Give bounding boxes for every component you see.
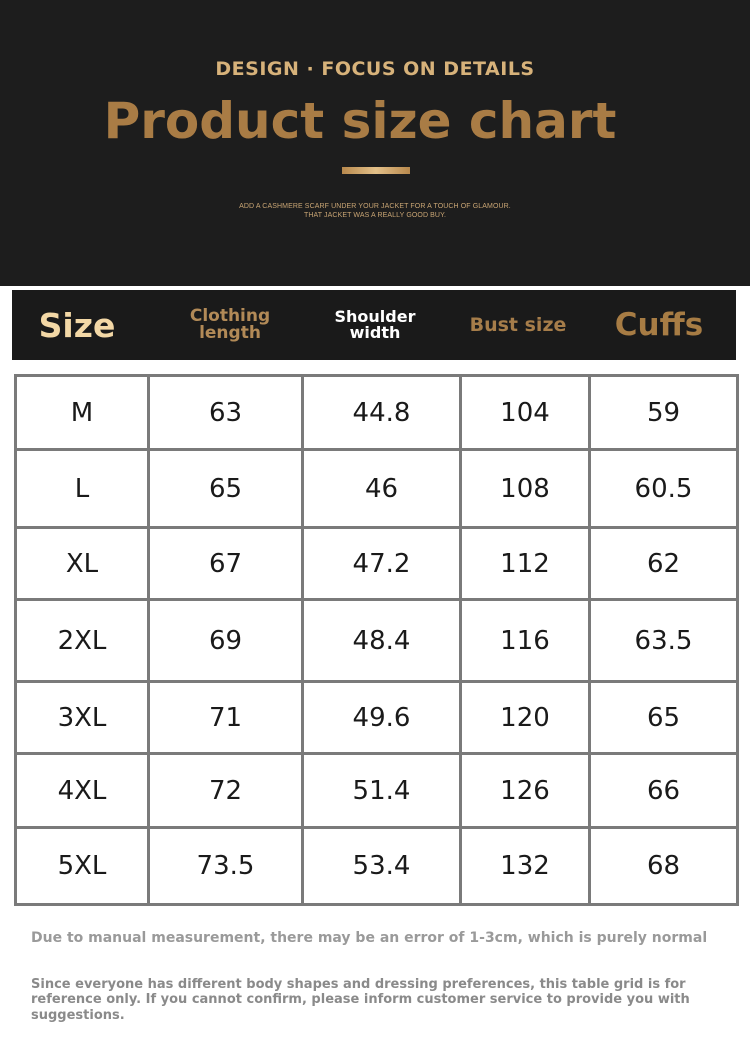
cell-bust: 108 bbox=[461, 450, 590, 528]
gold-divider bbox=[342, 167, 410, 174]
cell-length: 73.5 bbox=[149, 828, 303, 905]
cell-cuffs: 60.5 bbox=[590, 450, 738, 528]
cell-size: 2XL bbox=[16, 600, 149, 682]
size-table-header bbox=[12, 290, 736, 360]
cell-shoulder: 47.2 bbox=[303, 528, 461, 600]
banner bbox=[0, 0, 750, 286]
table-row bbox=[16, 754, 738, 828]
tagline-line-2: THAT JACKET WAS A REALLY GOOD BUY. bbox=[303, 212, 447, 219]
table-row bbox=[16, 828, 738, 905]
cell-shoulder: 46 bbox=[303, 450, 461, 528]
page-title: Product size chart bbox=[103, 92, 617, 150]
header-shoulder-width: Shoulder width bbox=[334, 307, 416, 342]
cell-size: XL bbox=[16, 528, 149, 600]
table-row bbox=[16, 528, 738, 600]
cell-size: 3XL bbox=[16, 682, 149, 754]
cell-shoulder: 53.4 bbox=[303, 828, 461, 905]
cell-cuffs: 65 bbox=[590, 682, 738, 754]
cell-length: 63 bbox=[149, 376, 303, 450]
cell-bust: 112 bbox=[461, 528, 590, 600]
cell-shoulder: 44.8 bbox=[303, 376, 461, 450]
cell-bust: 120 bbox=[461, 682, 590, 754]
header-clothing-length: Clothing length bbox=[189, 306, 271, 343]
banner-eyebrow: DESIGN · FOCUS ON DETAILS bbox=[215, 58, 535, 80]
cell-shoulder: 51.4 bbox=[303, 754, 461, 828]
header-bust-size: Bust size bbox=[469, 313, 567, 336]
cell-cuffs: 68 bbox=[590, 828, 738, 905]
measurement-note: Due to manual measurement, there may be an error of 1-3cm, which is purely normal bbox=[31, 930, 708, 946]
cell-length: 72 bbox=[149, 754, 303, 828]
cell-length: 67 bbox=[149, 528, 303, 600]
table-row bbox=[16, 376, 738, 450]
cell-shoulder: 49.6 bbox=[303, 682, 461, 754]
cell-length: 65 bbox=[149, 450, 303, 528]
cell-cuffs: 66 bbox=[590, 754, 738, 828]
cell-bust: 116 bbox=[461, 600, 590, 682]
table-row bbox=[16, 682, 738, 754]
cell-size: 5XL bbox=[16, 828, 149, 905]
cell-shoulder: 48.4 bbox=[303, 600, 461, 682]
table-row bbox=[16, 600, 738, 682]
cell-size: L bbox=[16, 450, 149, 528]
cell-size: M bbox=[16, 376, 149, 450]
header-size: Size bbox=[38, 305, 116, 345]
header-cuffs: Cuffs bbox=[614, 306, 704, 343]
cell-cuffs: 63.5 bbox=[590, 600, 738, 682]
cell-bust: 104 bbox=[461, 376, 590, 450]
size-table bbox=[14, 374, 739, 906]
cell-length: 71 bbox=[149, 682, 303, 754]
cell-size: 4XL bbox=[16, 754, 149, 828]
table-row bbox=[16, 450, 738, 528]
cell-cuffs: 59 bbox=[590, 376, 738, 450]
cell-bust: 132 bbox=[461, 828, 590, 905]
cell-cuffs: 62 bbox=[590, 528, 738, 600]
cell-bust: 126 bbox=[461, 754, 590, 828]
tagline-line-1: ADD A CASHMERE SCARF UNDER YOUR JACKET FOR A TOUCH OF GLAMOUR. bbox=[239, 203, 511, 210]
cell-length: 69 bbox=[149, 600, 303, 682]
reference-note: Since everyone has different body shapes and dressing preferences, this table grid is for reference only. If you cannot confirm, please inform customer service to provide you with suggestions. bbox=[31, 977, 690, 1023]
